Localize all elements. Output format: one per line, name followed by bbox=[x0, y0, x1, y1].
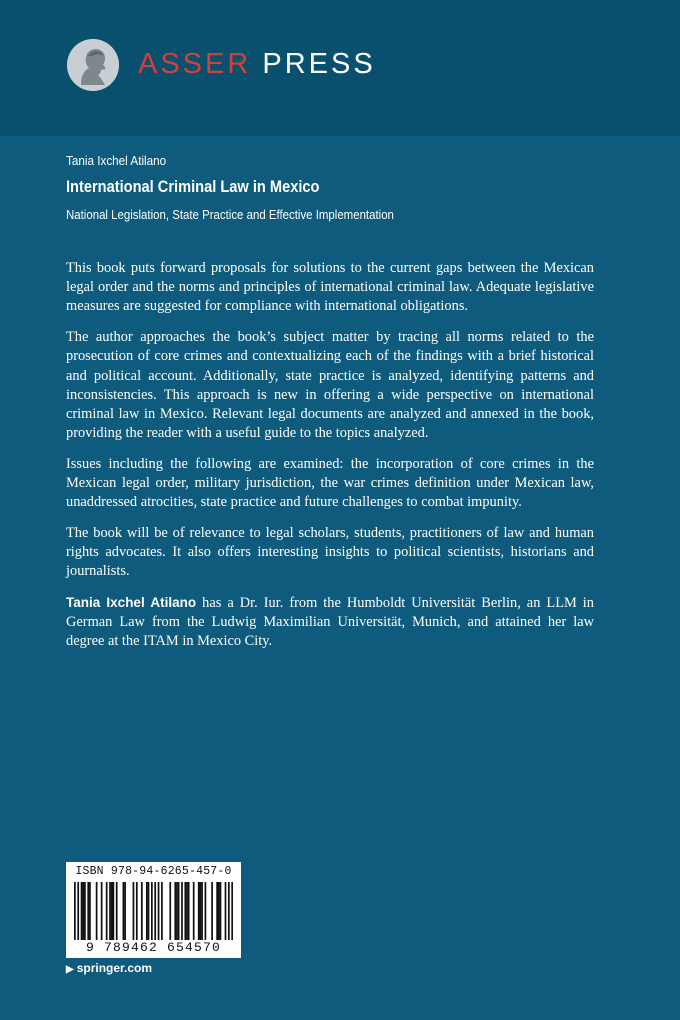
barcode-bar bbox=[201, 882, 203, 940]
barcode-bar bbox=[151, 882, 153, 940]
barcode-bar bbox=[176, 882, 178, 940]
barcode-bar bbox=[181, 882, 183, 940]
book-title: International Criminal Law in Mexico bbox=[66, 177, 320, 196]
barcode-bar bbox=[211, 882, 213, 940]
barcode-bar bbox=[89, 882, 91, 940]
portrait-medallion-icon bbox=[67, 39, 119, 91]
book-description bbox=[66, 259, 594, 663]
barcode-bar bbox=[161, 882, 163, 940]
barcode-bar bbox=[81, 882, 83, 940]
author-bio-text: has a Dr. Iur. from the Humboldt Universität Berlin, an LLM in German Law from the Ludwig Maximilian Universität, Munich, and attained her law degree at the ITAM in Mexico City. bbox=[66, 595, 594, 650]
book-subtitle: National Legislation, State Practice and Effective Implementation bbox=[66, 207, 394, 222]
barcode-bar bbox=[77, 882, 79, 940]
publisher-name-rest: PRESS bbox=[251, 48, 376, 80]
barcode-bar bbox=[116, 882, 118, 940]
book-author: Tania Ixchel Atilano bbox=[66, 153, 167, 168]
barcode-bar bbox=[225, 882, 227, 940]
barcode-bar bbox=[133, 882, 135, 940]
description-paragraph: This book puts forward proposals for solutions to the current gaps between the Mexican legal order and the norms and principles of international criminal law. Adequate legislative measures are suggested for compliance with international obligations. bbox=[66, 260, 594, 315]
barcode-bar bbox=[136, 882, 138, 940]
barcode-panel bbox=[66, 862, 241, 958]
barcode-bar bbox=[174, 882, 176, 940]
barcode-bar bbox=[228, 882, 230, 940]
description-paragraph: The author approaches the book’s subject matter by tracing all norms related to the prosecution of core crimes and contextualizing each of the findings with a brief historical and political account. Additionally, state practice is analyzed, identifying patterns and inconsistencies. This approach is new in offering a wide perspective on international criminal law in Mexico. Relevant legal documents are analyzed and annexed in the book, providing the reader with a useful guide to the topics analyzed. bbox=[66, 329, 594, 442]
barcode-bar bbox=[101, 882, 103, 940]
barcode-bar bbox=[123, 882, 125, 940]
barcode-bar bbox=[158, 882, 160, 940]
barcode-bar bbox=[96, 882, 98, 940]
barcode-bar bbox=[186, 882, 188, 940]
barcode-bar bbox=[220, 882, 222, 940]
barcode-bar bbox=[154, 882, 156, 940]
barcode-bar bbox=[112, 882, 114, 940]
isbn-label: ISBN 978-94-6265-457-0 bbox=[75, 865, 232, 878]
barcode-bar bbox=[124, 882, 126, 940]
barcode-bar bbox=[198, 882, 200, 940]
barcode-bar bbox=[169, 882, 171, 940]
barcode-bar bbox=[109, 882, 111, 940]
publisher-name-accent: ASSER bbox=[138, 48, 252, 80]
barcode-bar bbox=[74, 882, 76, 940]
barcode-icon bbox=[74, 882, 233, 940]
barcode-bar bbox=[146, 882, 148, 940]
author-bio-name: Tania Ixchel Atilano bbox=[66, 595, 197, 611]
arrow-right-icon: ▶ bbox=[66, 964, 74, 975]
publisher-name bbox=[138, 46, 376, 82]
barcode-bar bbox=[216, 882, 218, 940]
barcode-bar bbox=[188, 882, 190, 940]
barcode-bar bbox=[87, 882, 89, 940]
website-label: springer.com bbox=[76, 961, 153, 975]
barcode-bar bbox=[148, 882, 150, 940]
barcode-bar bbox=[106, 882, 108, 940]
barcode-bar bbox=[82, 882, 84, 940]
barcode-digits: 9 789462 654570 bbox=[85, 940, 222, 955]
barcode-bar bbox=[84, 882, 86, 940]
publisher-website[interactable] bbox=[66, 961, 152, 975]
author-bio bbox=[66, 593, 594, 652]
publisher-banner bbox=[0, 0, 680, 136]
barcode-bar bbox=[141, 882, 143, 940]
barcode-bar bbox=[178, 882, 180, 940]
barcode-bar bbox=[200, 882, 202, 940]
barcode-bar bbox=[184, 882, 186, 940]
barcode-bar bbox=[218, 882, 220, 940]
description-paragraph: Issues including the following are examined: the incorporation of core crimes in the Mexican legal order, military jurisdiction, the war crimes definition under Mexican law, unaddressed atrocities, state practice and future challenges to combat impunity. bbox=[66, 455, 594, 511]
barcode-bar bbox=[111, 882, 113, 940]
barcode-bar bbox=[193, 882, 195, 940]
barcode-bar bbox=[231, 882, 233, 940]
description-paragraph: The book will be of relevance to legal scholars, students, practitioners of law and human rights advocates. It also offers interesting insights to political scientists, historians and journalists. bbox=[66, 524, 594, 580]
barcode-bar bbox=[205, 882, 207, 940]
